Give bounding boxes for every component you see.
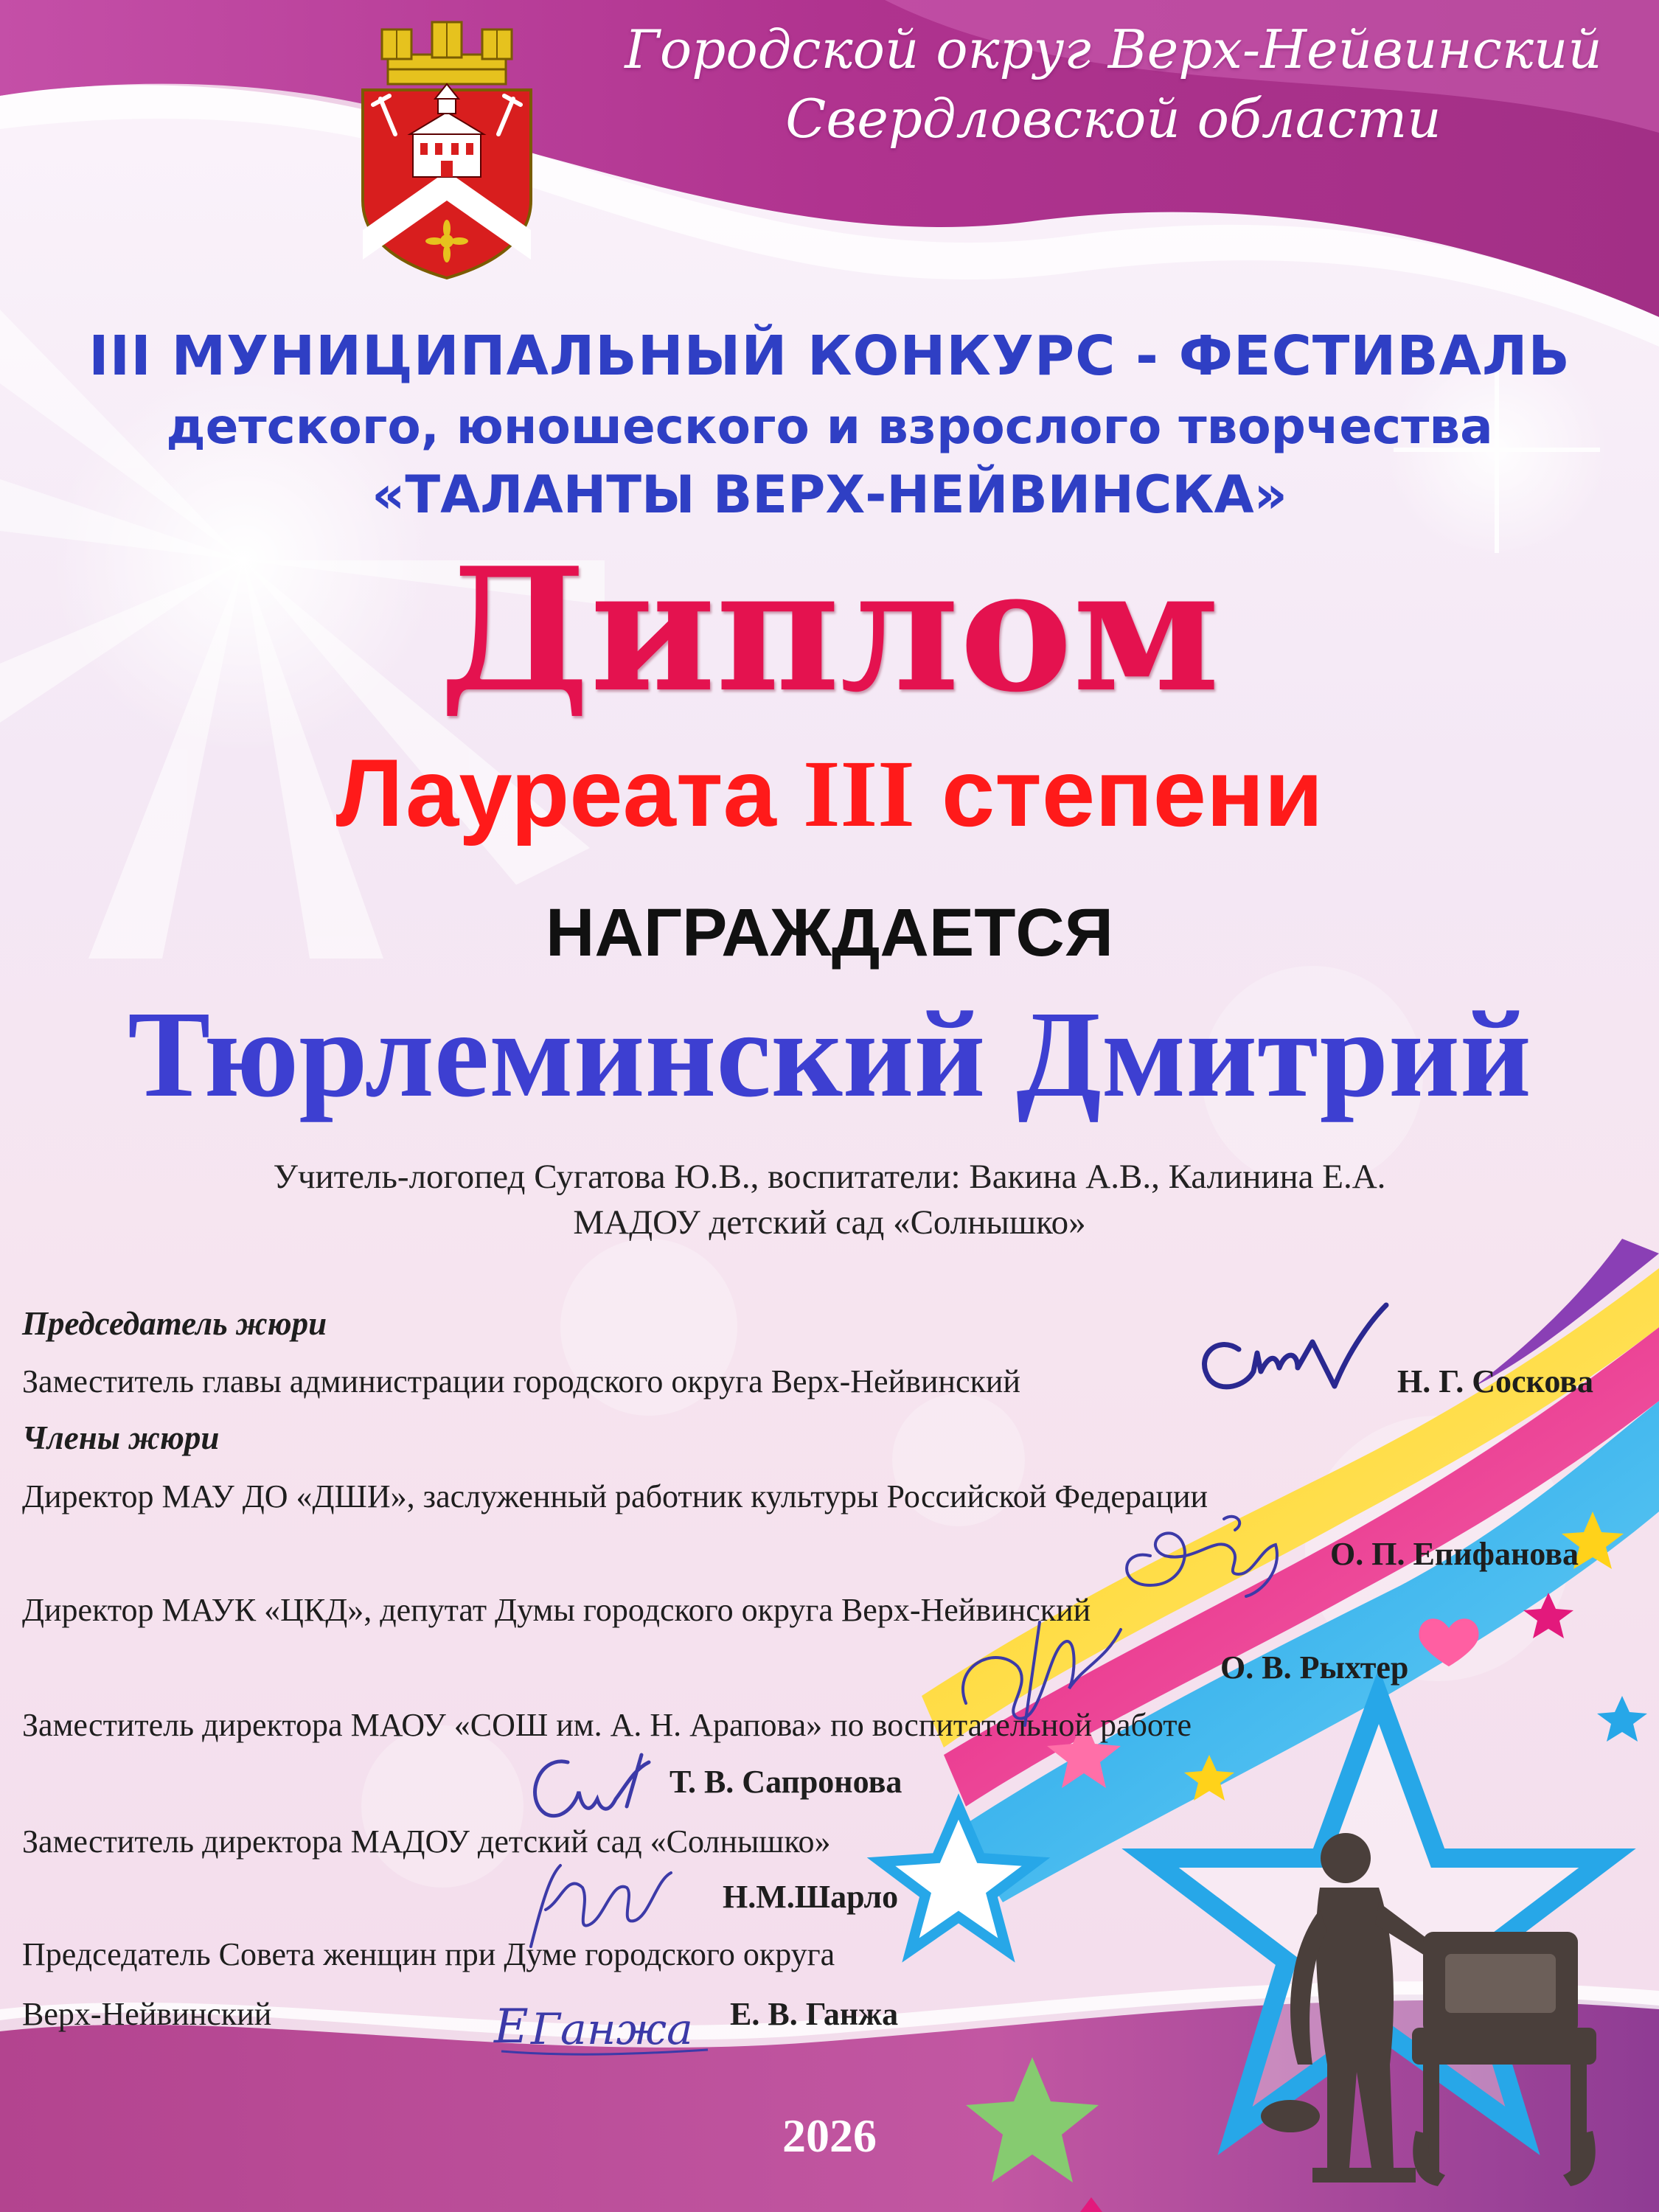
jury-member-name: Н.М.Шарло <box>723 1879 899 1915</box>
laureate-word: Лауреата <box>335 739 776 846</box>
jury-chair-heading: Председатель жюри <box>22 1305 327 1342</box>
signature-epifanova <box>1106 1504 1312 1600</box>
jury-chair-name: Н. Г. Соскова <box>1397 1363 1593 1399</box>
jury-member-role: Заместитель директора МАОУ «СОШ им. А. Н. Арапова» по воспитательной работе <box>22 1707 1192 1743</box>
jury-chair-role: Заместитель главы администрации городского округа Верх-Нейвинский <box>22 1363 1020 1399</box>
signature-rykhter <box>936 1615 1158 1733</box>
contest-title-line2: детского, юношеского и взрослого творчества <box>166 398 1493 455</box>
laureate-degree-line <box>0 737 1659 849</box>
jury-member-name: Т. В. Сапронова <box>669 1764 902 1800</box>
signature-sharlo <box>501 1843 686 1961</box>
jury-member-role: Председатель Совета женщин при Думе городского округа <box>22 1936 835 1972</box>
contest-title-line3: «ТАЛАНТЫ ВЕРХ-НЕЙВИНСКА» <box>372 465 1287 525</box>
signature-ganzha <box>487 1983 723 2065</box>
statue-image <box>1246 1821 1615 2205</box>
signature-soskova <box>1187 1298 1394 1408</box>
awarded-heading: НАГРАЖДАЕТСЯ <box>545 895 1113 970</box>
jury-member-name: Е. В. Ганжа <box>730 1996 899 2032</box>
diploma-title: Диплом <box>439 531 1220 730</box>
teachers-line2: МАДОУ детский сад «Солнышко» <box>573 1203 1086 1242</box>
awardee-name: Тюрлеминский Дмитрий <box>128 986 1531 1123</box>
coat-of-arms-icon <box>352 16 541 282</box>
teachers-info <box>0 1154 1659 1245</box>
region-title-line1: Городской округ Верх-Нейвинский <box>625 18 1602 80</box>
contest-title-line1: III МУНИЦИПАЛЬНЫЙ КОНКУРС - ФЕСТИВАЛЬ <box>88 324 1571 388</box>
svg-text:E: E <box>494 2000 529 2054</box>
year-label: 2026 <box>782 2110 877 2162</box>
region-title <box>605 15 1622 153</box>
region-title-line2: Свердловской области <box>785 88 1441 150</box>
signature-sapronova <box>516 1740 678 1836</box>
laureate-suffix: степени <box>941 739 1324 846</box>
jury-member-role: Заместитель директора МАДОУ детский сад «Солнышко» <box>22 1823 831 1860</box>
svg-text:Ганжа: Ганжа <box>529 2004 693 2054</box>
jury-member-name: О. В. Рыхтер <box>1220 1649 1409 1686</box>
jury-members-heading: Члены жюри <box>22 1419 220 1456</box>
laureate-degree: III <box>803 741 915 847</box>
jury-member-role-continued: Верх-Нейвинский <box>22 1996 272 2032</box>
teachers-line1: Учитель-логопед Сугатова Ю.В., воспитатели: Вакина А.В., Калинина Е.А. <box>273 1158 1386 1196</box>
jury-member-role: Директор МАУК «ЦКД», депутат Думы городского округа Верх-Нейвинский <box>22 1592 1091 1628</box>
jury-member-role: Директор МАУ ДО «ДШИ», заслуженный работник культуры Российской Федерации <box>22 1478 1208 1514</box>
jury-member-name: О. П. Епифанова <box>1330 1536 1579 1572</box>
